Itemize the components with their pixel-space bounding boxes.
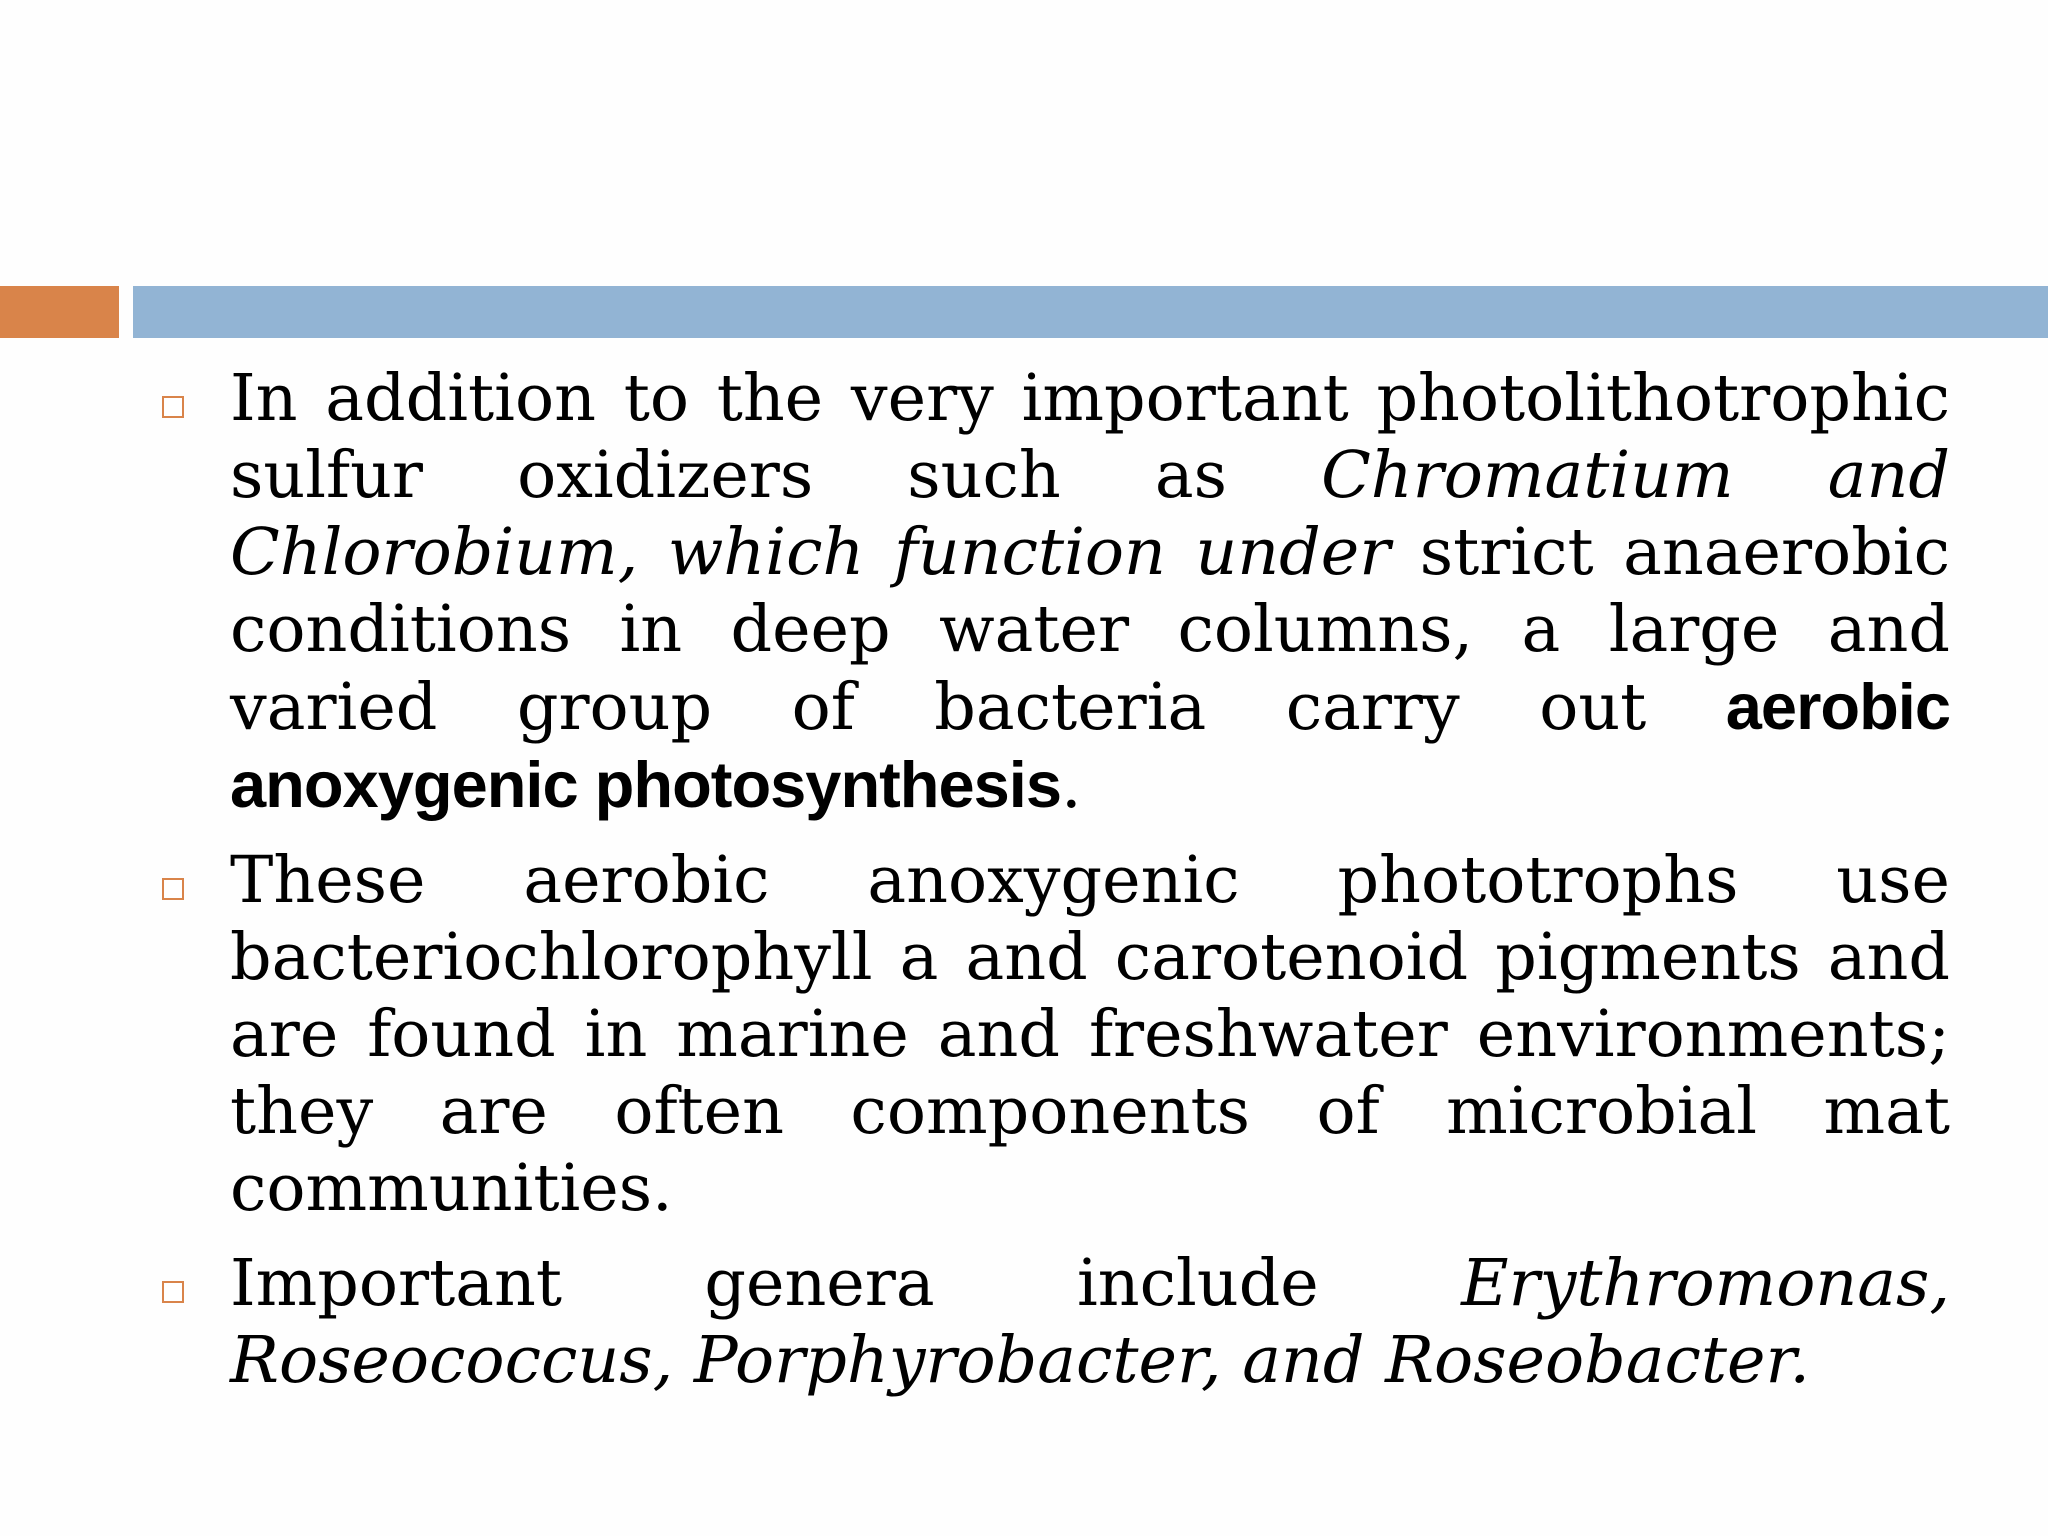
italic-segment: Chromatium and Chlorobium, which function under (230, 438, 1950, 590)
text-segment: Important genera include (230, 1246, 1462, 1321)
header-accent-orange (0, 286, 119, 338)
bullet-text (230, 360, 1950, 824)
bullet-list (150, 360, 1950, 1417)
text-segment: In addition to the very important photolithotrophic sulfur oxidizers such as (230, 361, 1950, 513)
bullet-text (230, 1245, 1950, 1399)
bullet-item-1 (150, 360, 1950, 824)
bold-segment: aerobic anoxygenic photosynthesis (230, 670, 1950, 821)
italic-segment: Erythromonas, Roseococcus, Porphyrobacter, and Roseobacter. (230, 1246, 1950, 1398)
header-accent-blue (133, 286, 2048, 338)
square-bullet-icon (162, 878, 184, 900)
text-segment: These aerobic anoxygenic phototrophs use bacteriochlorophyll a and carotenoid pigments and are found in marine and freshwater environments; they are often components of microbial mat communities. (230, 843, 1950, 1226)
text-segment: . (1061, 748, 1082, 823)
bullet-item-3 (150, 1245, 1950, 1399)
text-segment: strict anaerobic conditions in deep water columns, a large and varied group of bacteria carry out (230, 515, 1950, 745)
square-bullet-icon (162, 396, 184, 418)
square-bullet-icon (162, 1281, 184, 1303)
bullet-item-2 (150, 842, 1950, 1227)
bullet-text (230, 842, 1950, 1227)
